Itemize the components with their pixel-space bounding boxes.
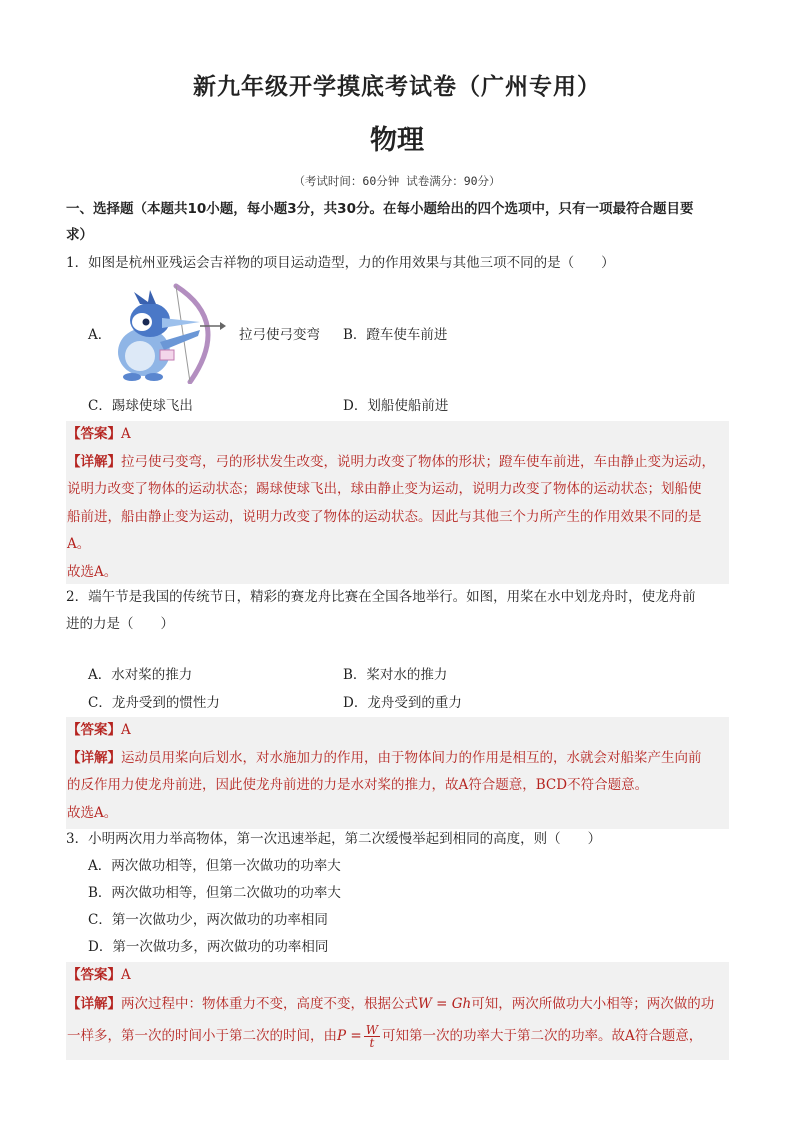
- mascot-archery-image: [104, 282, 226, 384]
- formula-power-fraction: $\frac{W}{t}$: [365, 1022, 379, 1050]
- q3-option-d: D．第一次做功多，两次做功的功率相同: [88, 939, 329, 955]
- q2-option-c: C．龙舟受到的惯性力: [88, 695, 220, 711]
- section-heading-line2: 求）: [66, 227, 93, 243]
- q1-answer-line: 【答案】A: [67, 426, 131, 442]
- q1-detail-line2: 说明力改变了物体的运动状态；踢球使球飞出，球由静止变为运动，说明力改变了物体的运动状态；划船使: [67, 481, 702, 497]
- q1-answer-block: [66, 421, 729, 584]
- q3-option-c: C．第一次做功少，两次做功的功率相同: [88, 912, 328, 928]
- q1-option-c: C．踢球使球飞出: [88, 398, 193, 414]
- q1-option-a-text: 拉弓使弓变弯: [239, 327, 320, 343]
- exam-title: 新九年级开学摸底考试卷（广州专用）: [193, 74, 601, 100]
- formula-work: W = Gh: [418, 995, 472, 1012]
- q3-option-b: B．两次做功相等，但第二次做功的功率大: [88, 885, 341, 901]
- q2-answer-block: [66, 717, 729, 829]
- q2-stem-line2: 进的力是（ ）: [66, 616, 174, 632]
- q3-detail-line1: 【详解】两次过程中：物体重力不变，高度不变，根据公式W = Gh可知，两次所做功大小相等；两次做的功: [67, 995, 715, 1012]
- q1-option-a-label: A．: [88, 327, 112, 343]
- q3-option-a: A．两次做功相等，但第一次做功的功率大: [88, 858, 341, 874]
- q3-answer-line: 【答案】A: [67, 967, 131, 983]
- q3-answer-block: [66, 962, 729, 1060]
- q1-detail-line1: 【详解】拉弓使弓变弯，弓的形状发生改变，说明力改变了物体的形状；蹬车使车前进，车由静止变为运动，: [67, 453, 715, 470]
- q3-detail-line2: 一样多，第一次的时间小于第二次的时间，由P = $\frac{W}{t}$ 可知第一次的功率大于第二次的功率。故A符合题意，: [67, 1022, 703, 1050]
- formula-power: P =: [337, 1027, 362, 1044]
- q1-option-b: B．蹬车使车前进: [343, 327, 448, 343]
- q2-conclusion: 故选A。: [67, 804, 118, 821]
- q2-option-a: A．水对桨的推力: [88, 667, 193, 683]
- q1-detail-line3: 船前进，船由静止变为运动，说明力改变了物体的运动状态。因此与其他三个力所产生的作用效果不同的是: [67, 508, 702, 525]
- q2-option-d: D．龙舟受到的重力: [343, 695, 462, 711]
- exam-info: （考试时间：60分钟 试卷满分：90分）: [293, 174, 501, 188]
- subject-title: 物理: [370, 125, 424, 156]
- q2-detail-line1: 【详解】运动员用桨向后划水，对水施加力的作用，由于物体间力的作用是相互的，水就会对船桨产生向前: [67, 749, 702, 766]
- section-heading-line1: 一、选择题（本题共10小题，每小题3分，共30分。在每小题给出的四个选项中，只有一项最符合题目要: [66, 201, 694, 217]
- q2-answer-line: 【答案】A: [67, 722, 131, 738]
- q3-stem: 3．小明两次用力举高物体，第一次迅速举起，第二次缓慢举起到相同的高度，则（ ）: [66, 831, 602, 847]
- q1-option-d: D．划船使船前进: [343, 398, 449, 414]
- q1-stem: 1．如图是杭州亚残运会吉祥物的项目运动造型，力的作用效果与其他三项不同的是（ ）: [66, 255, 615, 271]
- q2-stem-line1: 2．端午节是我国的传统节日，精彩的赛龙舟比赛在全国各地举行。如图，用桨在水中划龙舟时，使龙舟前: [66, 589, 696, 605]
- q1-detail-line4: A。: [67, 536, 91, 552]
- q2-option-b: B．桨对水的推力: [343, 667, 448, 683]
- q2-detail-line2: 的反作用力使龙舟前进，因此使龙舟前进的力是水对桨的推力，故A符合题意，BCD不符合题意。: [67, 777, 649, 793]
- q1-conclusion: 故选A。: [67, 563, 118, 580]
